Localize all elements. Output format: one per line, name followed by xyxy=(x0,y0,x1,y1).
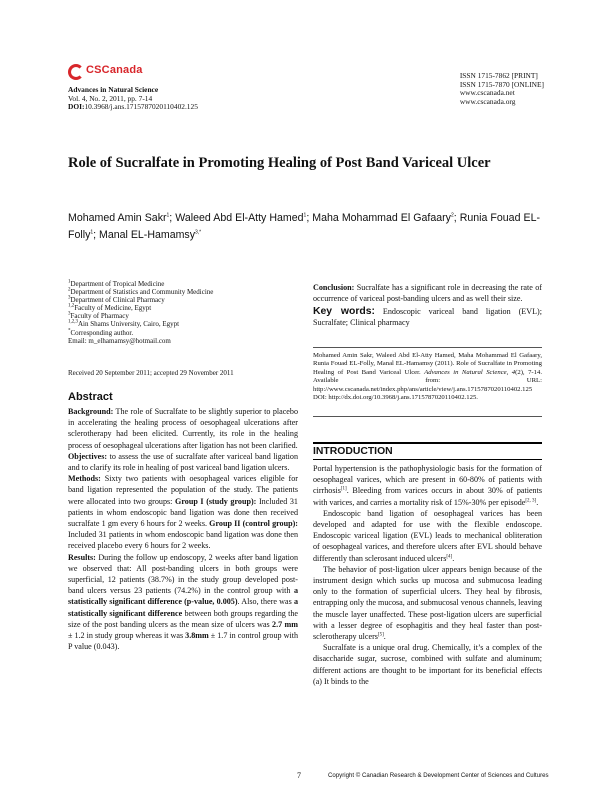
affiliations xyxy=(68,280,298,345)
affiliation-line: $^{1,2,3}$Ain Shams University, Cairo, Egypt xyxy=(68,320,180,329)
journal-info xyxy=(68,86,198,112)
received-dates: Received 20 September 2011; accepted 29 November 2011 xyxy=(68,369,234,377)
author-email[interactable]: Email: m_elhamamsy@hotmail.com xyxy=(68,336,171,345)
author-name: ; Maha Mohammad El Gafaary xyxy=(306,212,451,224)
citation-bottom-rule xyxy=(313,416,542,417)
intro-paragraph: Endoscopic band ligation of oesophageal varices has been developed and adapted for use with the flexible endoscope. Endoscopic variceal ligation (EVL) leads to mechanical obliteration of oesophageal varices, and therefore ulcers after EVL should behave differently than sclerosant induced ulcers[4]. xyxy=(313,508,542,563)
affiliation-line: $^1$Department of Tropical Medicine xyxy=(68,279,165,288)
conclusion-text: Conclusion: Sucralfate has a significant role in decreasing the rate of occurrence of variceal post-banding ulcers and as well their size. xyxy=(313,283,542,303)
introduction-body xyxy=(313,463,542,687)
conclusion-block xyxy=(313,282,542,328)
page-number: 7 xyxy=(297,771,301,780)
abstract-heading: Abstract xyxy=(68,391,113,403)
doi-line: DOI:10.3968/j.ans.1715787020110402.125 xyxy=(68,102,198,112)
abstract-methods: Methods: Sixty two patients with oesophageal varices eligible for band ligation represented the population of the study. The patients were allocated into two groups: Group I (study group): Included 31 patients in whom endoscopic band ligation was done then received sucralfate 1 gm every 6 hours for 2 weeks. Group II (control group): Included 31 patients in whom endoscopic band ligation was done then received placebo every 6 hours for 2 weeks. xyxy=(68,474,298,551)
intro-paragraph: Portal hypertension is the pathophysiologic basis for the formation of oesophageal varices, which are present in 60-80% of patients with cirrhosis[1]. Bleeding from varices occurs in about 30% of patients with varices, and carries a mortality risk of 15%-30% per episode[2, 3]. xyxy=(313,464,542,507)
issn-print: ISSN 1715-7862 [PRINT] xyxy=(459,71,538,80)
website-link-org[interactable]: www.cscanada.org xyxy=(459,96,516,106)
corresponding-author: *Corresponding author. xyxy=(68,328,134,337)
abstract-body xyxy=(68,406,298,652)
author-name: Mohamed Amin Sakr xyxy=(68,212,167,224)
volume-line: Vol. 4, No. 2, 2011, pp. 7-14 xyxy=(68,93,153,103)
author-name: ; Manal EL-Hamamsy xyxy=(93,229,196,241)
affiliation-line: $^3$Faculty of Pharmacy xyxy=(68,312,129,321)
copyright-notice: Copyright © Canadian Research & Development Center of Sciences and Cultures xyxy=(328,772,549,779)
publisher-name: CSCanada xyxy=(86,64,143,76)
journal-name: Advances in Natural Science xyxy=(68,85,159,94)
author-name: ; Waleed Abd El-Atty Hamed xyxy=(169,212,304,224)
affiliation-line: $^2$Department of Statistics and Community Medicine xyxy=(68,287,214,297)
issn-block xyxy=(460,72,544,106)
issn-online: ISSN 1715-7870 [ONLINE] xyxy=(459,79,544,89)
affiliation-line: $^{1,2}$Faculty of Medicine, Egypt xyxy=(68,303,152,313)
citation-text: Mohamed Amin Sakr, Waleed Abd El-Atty Hamed, Maha Mohammad El Gafaary, Runia Fouad EL-Folly, Manal EL-Hamamsy (2011). Role of Sucralfate in Promoting Healing of Post Band Variceal Ulcer. Advances in Natural Science, 4(2), 7-14. Available from: URL: http://www.cscanada.net/index.php/ans/article/view/j.ans.1715787020110402.125 xyxy=(313,352,542,393)
author-name: ; Runia Fouad EL-Folly xyxy=(68,212,540,241)
citation-top-rule xyxy=(313,347,542,348)
abstract-objectives: Objectives: to assess the use of sucralfate after variceal band ligation and to clarify its role in healing of post variceal band ligation ulcers. xyxy=(68,451,298,473)
citation-block xyxy=(313,352,542,402)
introduction-heading: INTRODUCTION xyxy=(313,442,542,460)
intro-paragraph: The behavior of post-ligation ulcer appears benign because of the instrument design which sucks up mucosa and submucosa leading only to the formation of superficial ulcers. They heal by fibrosis, entrapping only the mucosa, and submucosal venous channels, leaving the muscle layer unaffected. These post-ligation ulcers are superficial with a lesser degree of esophagitis and they heal faster than post-sclerotherapy ulcers[5]. xyxy=(313,564,542,642)
website-link-net[interactable]: www.cscanada.net xyxy=(459,88,515,98)
intro-paragraph: Sucralfate is a unique oral drug. Chemically, it’s a complex of the disaccharide sugar, sucrose, combined with sulfate and aluminum; different actions are thought to be important for its beneficial effects (a) It binds to the xyxy=(313,643,542,686)
affiliation-line: $^3$Department of Clinical Pharmacy xyxy=(68,295,165,305)
citation-doi[interactable]: DOI: http://dx.doi.org/10.3968/j.ans.1715787020110402.125. xyxy=(313,394,478,402)
author-list: Mohamed Amin Sakr$^1$; Waleed Abd El-Atty Hamed$^1$; Maha Mohammad El Gafaary$^2$; Runia Fouad EL-Folly$^1$; Manal EL-Hamamsy$^{3,*}$ xyxy=(68,212,540,241)
abstract-results: Results: During the follow up endoscopy, 2 weeks after band ligation we observed that: All post-banding ulcers in both groups were superficial, 12 patients (38.7%) in the study group developed post-band ulcers versus 23 patients (74.2%) in the control group with a statistically significant difference (p-value, 0.005). Also, there was a statistically significant difference between both groups regarding the size of the post banding ulcers as the mean size of ulcers was 2.7 mm ± 1.2 in study group whereas it was 3.8mm ± 1.7 in control group with P value (0.043). xyxy=(68,552,299,652)
cscanada-logo-icon xyxy=(68,64,84,80)
publisher-logo xyxy=(68,64,178,82)
abstract-background: Background: The role of Sucralfate to be slightly superior to placebo in accelerating the healing process of oesophageal ulcerations after sclerotherapy had been elicited. Currently, its role in the healing process of oesophageal ulcerations after ligation has not been clarified. xyxy=(68,407,298,450)
article-title: Role of Sucralfate in Promoting Healing of Post Band Variceal Ulcer xyxy=(68,155,491,171)
keywords: Key words: Endoscopic variceal band ligation (EVL); Sucralfate; Clinical pharmacy xyxy=(313,306,542,327)
